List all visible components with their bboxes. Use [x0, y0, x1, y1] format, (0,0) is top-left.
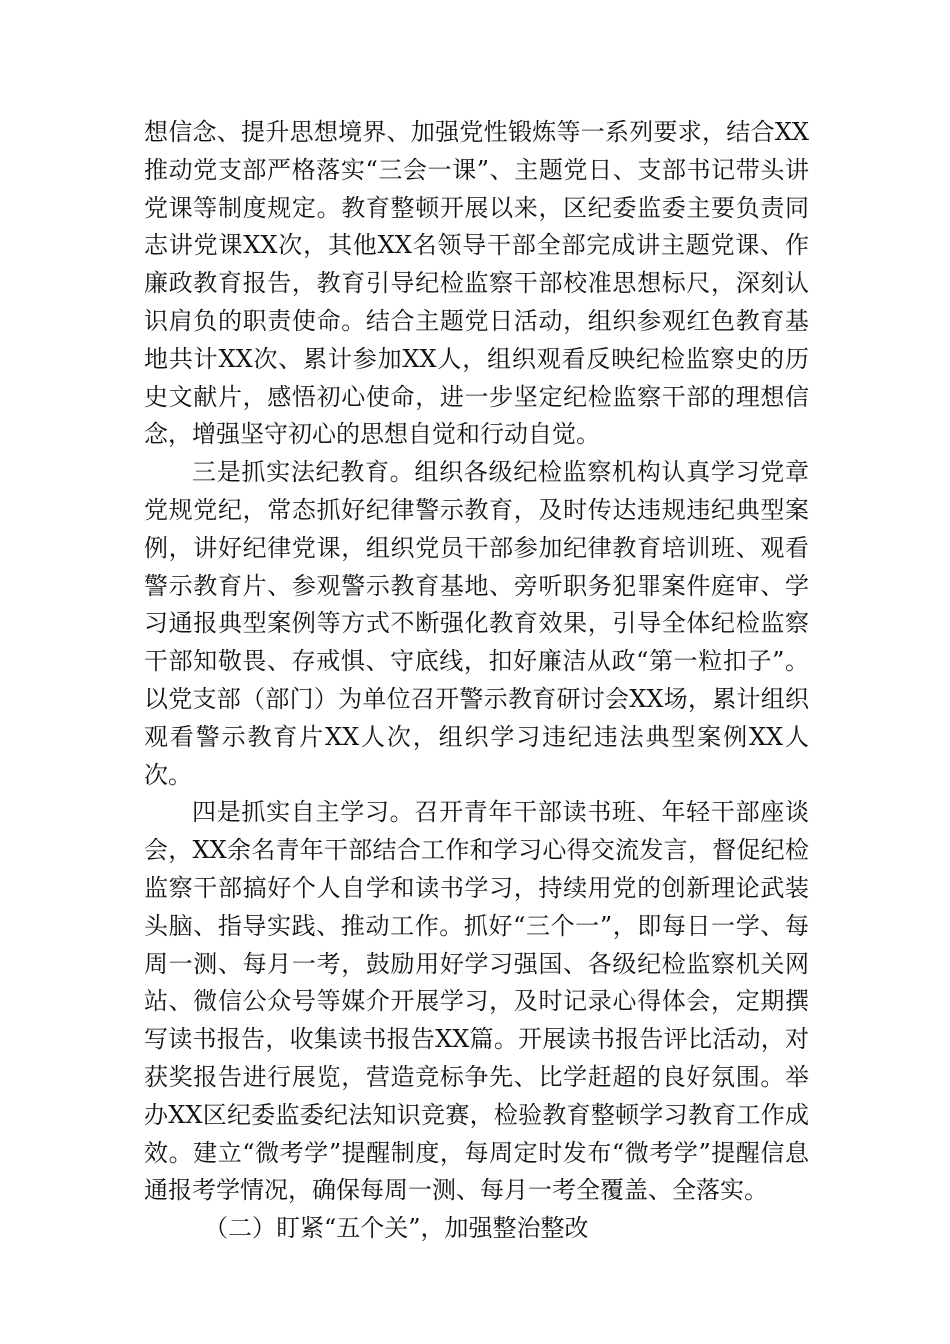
paragraph-self-study: 四是抓实自主学习。召开青年干部读书班、年轻干部座谈会，XX余名青年干部结合工作和学习心得交流发言，督促纪检监察干部搞好个人自学和读书学习，持续用党的创新理论武装头脑、指导实践、推动工作。抓好“三个一”，即每日一学、每周一测、每月一考，鼓励用好学习强国、各级纪检监察机关网站、微信公众号等媒介开展学习，及时记录心得体会，定期撰写读书报告，收集读书报告XX篇。开展读书报告评比活动，对获奖报告进行展览，营造竞标争先、比学赶超的良好氛围。举办XX区纪委监委纪法知识竞赛，检验教育整顿学习教育工作成效。建立“微考学”提醒制度，每周定时发布“微考学”提醒信息通报考学情况，确保每周一测、每月一考全覆盖、全落实。 — [144, 798, 809, 1205]
document-body — [144, 114, 809, 1248]
paragraph-ideals: 想信念、提升思想境界、加强党性锻炼等一系列要求，结合XX推动党支部严格落实“三会一课”、主题党日、支部书记带头讲党课等制度规定。教育整顿开展以来，区纪委监委主要负责同志讲党课XX次，其他XX名领导干部全部完成讲主题党课、作廉政教育报告，教育引导纪检监察干部校准思想标尺，深刻认识肩负的职责使命。结合主题党日活动，组织参观红色教育基地共计XX次、累计参加XX人，组织观看反映纪检监察史的历史文献片，感悟初心使命，进一步坚定纪检监察干部的理想信念，增强坚守初心的思想自觉和行动自觉。 — [144, 118, 809, 449]
paragraph-discipline-education: 三是抓实法纪教育。组织各级纪检监察机构认真学习党章党规党纪，常态抓好纪律警示教育，及时传达违规违纪典型案例，讲好纪律党课，组织党员干部参加纪律教育培训班、观看警示教育片、参观警示教育基地、旁听职务犯罪案件庭审、学习通报典型案例等方式不断强化教育效果，引导全体纪检监察干部知敬畏、存戒惧、守底线，扣好廉洁从政“第一粒扣子”。以党支部（部门）为单位召开警示教育研讨会XX场，累计组织观看警示教育片XX人次，组织学习违纪违法典型案例XX人次。 — [144, 458, 809, 789]
section-heading: （二）盯紧“五个关”，加强整治整改 — [204, 1214, 589, 1243]
